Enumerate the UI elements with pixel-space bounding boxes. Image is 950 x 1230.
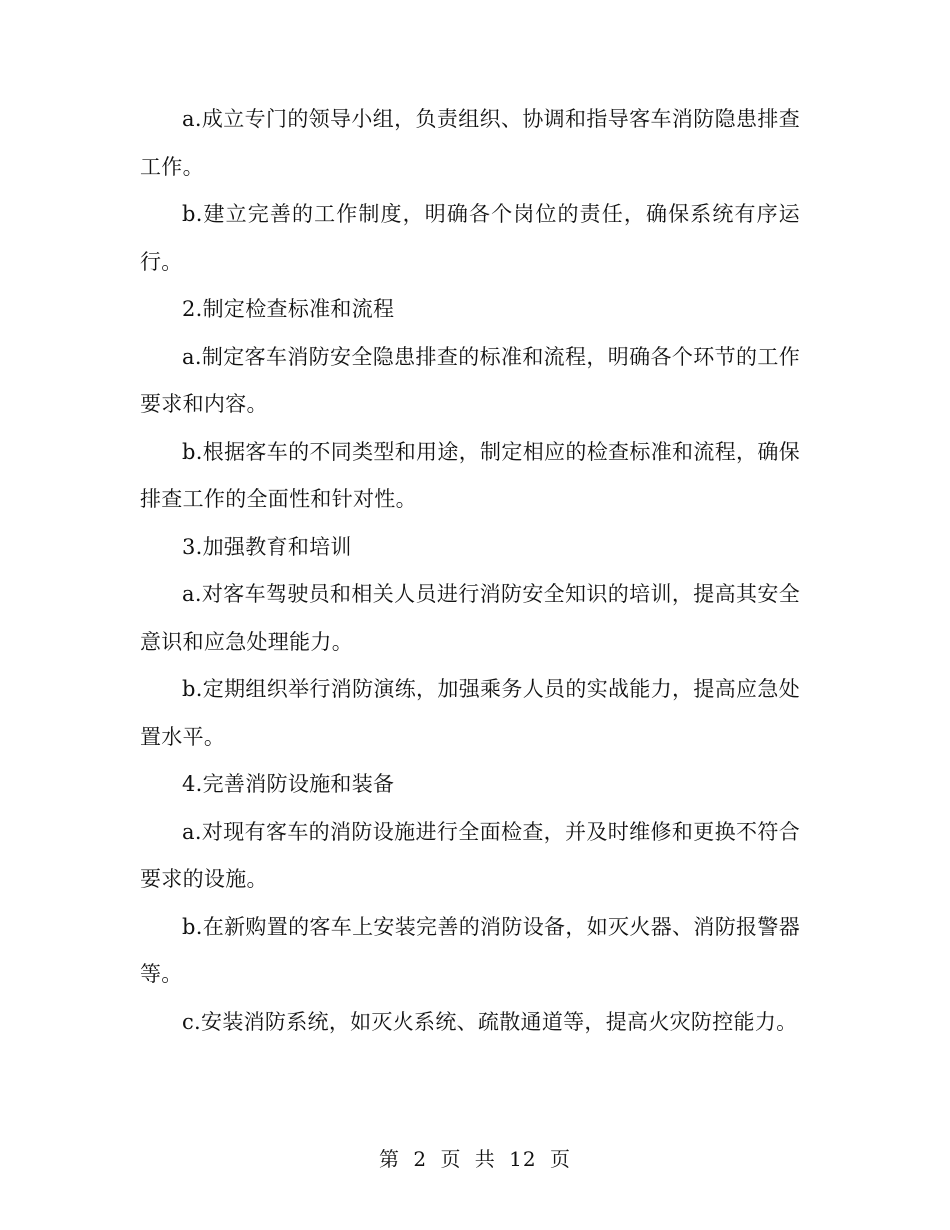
paragraph-new-equipment: b.在新购置的客车上安装完善的消防设备，如灭火器、消防报警器等。: [140, 914, 800, 986]
document-body: [140, 96, 800, 1046]
paragraph-standards-process: a.制定客车消防安全隐患排查的标准和流程，明确各个环节的工作要求和内容。: [140, 344, 800, 416]
page-number-footer: 第 2 页 共 12 页: [379, 1147, 571, 1171]
paragraph-work-system: b.建立完善的工作制度，明确各个岗位的责任，确保系统有序运行。: [140, 202, 800, 274]
section-heading-training: 3.加强教育和培训: [182, 534, 352, 559]
section-heading-standards: 2.制定检查标准和流程: [182, 297, 395, 321]
paragraph-driver-training: a.对客车驾驶员和相关人员进行消防安全知识的培训，提高其安全意识和应急处理能力。: [140, 582, 800, 654]
paragraph-fire-drills: b.定期组织举行消防演练，加强乘务人员的实战能力，提高应急处置水平。: [140, 677, 800, 749]
section-heading-facilities: 4.完善消防设施和装备: [182, 772, 395, 796]
paragraph-facility-inspection: a.对现有客车的消防设施进行全面检查，并及时维修和更换不符合要求的设施。: [140, 819, 800, 891]
paragraph-vehicle-types: b.根据客车的不同类型和用途，制定相应的检查标准和流程，确保排查工作的全面性和针对性。: [140, 439, 800, 511]
paragraph-fire-system: c.安装消防系统，如灭火系统、疏散通道等，提高火灾防控能力。: [182, 1009, 798, 1034]
paragraph-leadership-group: a.成立专门的领导小组，负责组织、协调和指导客车消防隐患排查工作。: [140, 107, 800, 179]
